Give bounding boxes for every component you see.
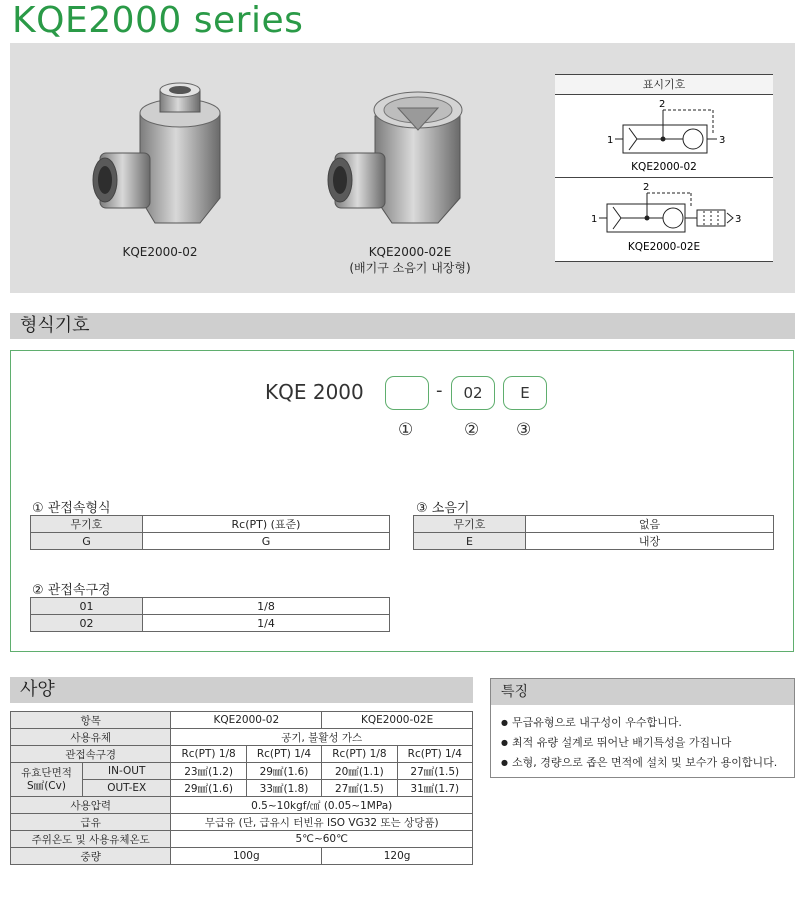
code-box-3: E	[503, 376, 547, 410]
product-label-2-sub: (배기구 소음기 내장형)	[349, 261, 471, 275]
table-cell: 무기호	[414, 516, 526, 533]
features-box	[490, 678, 795, 778]
table-cell: 중량	[11, 848, 171, 865]
table-cell: Rc(PT) 1/8	[322, 746, 397, 763]
port-1-label: 1	[591, 214, 598, 225]
table-cell: 관접속구경	[11, 746, 171, 763]
table-cell: 급유	[11, 814, 171, 831]
table-cell: 29㎟(1.6)	[246, 763, 321, 780]
connection-type-table	[30, 515, 390, 550]
table-cell: 사용유체	[11, 729, 171, 746]
port-3-label: 3	[719, 135, 726, 146]
symbol-label-2: KQE2000-02E	[627, 241, 701, 253]
port-1-label: 1	[607, 135, 614, 146]
table-cell: Rc(PT) 1/8	[171, 746, 246, 763]
table-cell: 27㎟(1.5)	[322, 780, 397, 797]
model-section-bar: 형식기호	[10, 313, 795, 339]
port-2-label: 2	[643, 182, 650, 193]
symbol-label-1: KQE2000-02	[631, 161, 697, 173]
marker-2: ②	[464, 420, 480, 440]
product-image-2	[320, 78, 480, 238]
table-cell: 무급유 (단, 급유시 터빈유 ISO VG32 또는 상당품)	[171, 814, 473, 831]
connection-type-title: ① 관접속형식	[32, 501, 111, 516]
table-cell: 사용압력	[11, 797, 171, 814]
feature-item: ● 무급유형으로 내구성이 우수합니다.	[501, 713, 784, 733]
table-cell: Rc(PT) 1/4	[246, 746, 321, 763]
symbol-box	[555, 74, 773, 262]
table-cell: 120g	[322, 848, 473, 865]
product-label-2	[310, 245, 510, 276]
area-label-1: 유효단면적	[21, 766, 72, 779]
table-cell: 항목	[11, 712, 171, 729]
symbol-header: 표시기호	[555, 75, 773, 95]
table-cell: OUT-EX	[83, 780, 171, 797]
table-cell: E	[414, 533, 526, 550]
page-title: KQE2000 series	[12, 0, 304, 41]
table-cell: IN-OUT	[83, 763, 171, 780]
table-cell: 내장	[526, 533, 774, 550]
table-cell: KQE2000-02E	[322, 712, 473, 729]
table-cell: 0.5~10kgf/㎠ (0.05~1MPa)	[171, 797, 473, 814]
table-cell: 100g	[171, 848, 322, 865]
table-cell: G	[143, 533, 390, 550]
symbol-diagram-2	[555, 178, 773, 260]
table-cell: 무기호	[31, 516, 143, 533]
spec-table	[10, 711, 473, 865]
features-list	[491, 705, 794, 781]
table-cell: 1/8	[143, 598, 390, 615]
code-dash: -	[436, 380, 443, 401]
table-cell: 주위온도 및 사용유체온도	[11, 831, 171, 848]
table-cell: 23㎟(1.2)	[171, 763, 246, 780]
table-cell: G	[31, 533, 143, 550]
table-cell: 33㎟(1.8)	[246, 780, 321, 797]
table-cell: 02	[31, 615, 143, 632]
table-cell: 5℃~60℃	[171, 831, 473, 848]
table-cell: 없음	[526, 516, 774, 533]
marker-3: ③	[516, 420, 532, 440]
port-size-table	[30, 597, 390, 632]
model-code-text: KQE 2000	[265, 380, 364, 404]
table-cell: Rc(PT) 1/4	[397, 746, 472, 763]
table-cell: Rc(PT) (표준)	[143, 516, 390, 533]
product-label-1: KQE2000-02	[122, 245, 198, 259]
port-3-label: 3	[735, 214, 742, 225]
table-cell: 29㎟(1.6)	[171, 780, 246, 797]
table-cell	[11, 763, 83, 797]
spec-section-bar: 사양	[10, 677, 473, 703]
marker-1: ①	[398, 420, 414, 440]
table-cell: 31㎟(1.7)	[397, 780, 472, 797]
code-box-2: 02	[451, 376, 495, 410]
product-image-1	[85, 78, 245, 238]
table-cell: 공기, 불활성 가스	[171, 729, 473, 746]
symbol-diagram-1	[555, 95, 773, 177]
code-box-1	[385, 376, 429, 410]
muffler-table	[413, 515, 774, 550]
features-title: 특징	[491, 679, 794, 705]
table-cell: 20㎟(1.1)	[322, 763, 397, 780]
table-cell: KQE2000-02	[171, 712, 322, 729]
table-cell: 01	[31, 598, 143, 615]
area-label-2: S㎟(Cv)	[27, 779, 66, 792]
port-size-title: ② 관접속구경	[32, 583, 111, 598]
muffler-title: ③ 소음기	[416, 501, 470, 516]
port-2-label: 2	[659, 99, 666, 110]
table-cell: 1/4	[143, 615, 390, 632]
feature-item: ● 소형, 경량으로 좁은 면적에 설치 및 보수가 용이합니다.	[501, 753, 784, 773]
product-label-2-name: KQE2000-02E	[368, 245, 452, 259]
feature-item: ● 최적 유량 설계로 뛰어난 배기특성을 가집니다	[501, 733, 784, 753]
table-cell: 27㎟(1.5)	[397, 763, 472, 780]
